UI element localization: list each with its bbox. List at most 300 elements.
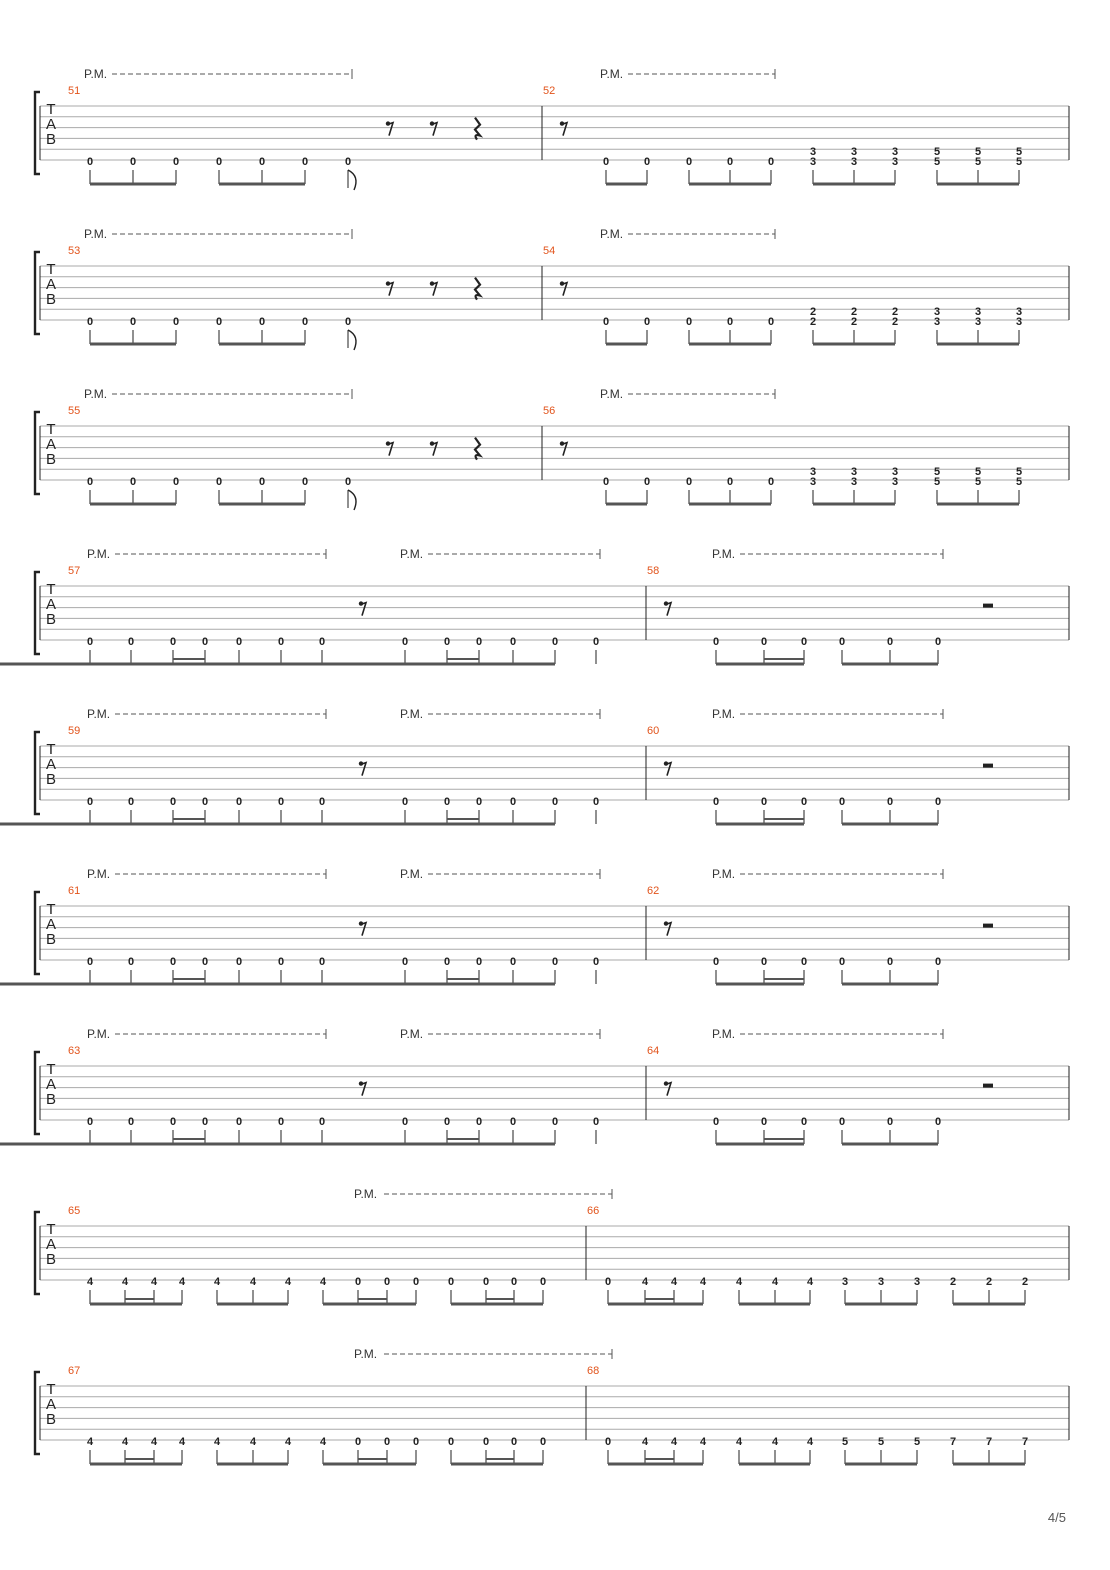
eighth-rest-stem — [360, 1083, 366, 1096]
fret-number: 0 — [344, 316, 352, 328]
system-bracket — [35, 412, 40, 494]
fret-number: 0 — [443, 796, 451, 808]
fret-number: 5 — [877, 1436, 885, 1448]
palm-mute-label: P.M. — [712, 1027, 736, 1041]
palm-mute-label: P.M. — [600, 387, 624, 401]
fret-number: 3 — [974, 316, 982, 328]
measure-number: 60 — [647, 725, 660, 737]
fret-number: 0 — [127, 956, 135, 968]
measure-number: 61 — [68, 885, 81, 897]
fret-number: 0 — [760, 796, 768, 808]
fret-number: 0 — [685, 316, 693, 328]
palm-mute-label: P.M. — [354, 1347, 378, 1361]
fret-number: 0 — [482, 1276, 490, 1288]
staff-system — [35, 67, 1069, 190]
fret-number: 0 — [383, 1436, 391, 1448]
note-flag — [348, 330, 356, 350]
fret-number: 0 — [169, 956, 177, 968]
eighth-rest-stem — [360, 603, 366, 616]
fret-number: 3 — [913, 1276, 921, 1288]
fret-number: 0 — [592, 796, 600, 808]
fret-number: 5 — [933, 476, 941, 488]
fret-number: 0 — [443, 636, 451, 648]
fret-number: 7 — [1021, 1436, 1029, 1448]
fret-number: 0 — [838, 956, 846, 968]
palm-mute-label: P.M. — [712, 547, 736, 561]
fret-number: 0 — [509, 1116, 517, 1128]
system-bracket — [35, 1372, 40, 1454]
fret-number: 4 — [699, 1436, 707, 1448]
measure-number: 65 — [68, 1205, 81, 1217]
fret-number: 2 — [1021, 1276, 1029, 1288]
fret-number: 0 — [86, 796, 94, 808]
fret-number: 3 — [877, 1276, 885, 1288]
fret-number: 0 — [443, 956, 451, 968]
fret-number: 4 — [319, 1436, 327, 1448]
fret-number: 0 — [86, 156, 94, 168]
fret-number: 0 — [127, 636, 135, 648]
fret-number: 0 — [767, 156, 775, 168]
system-bracket — [35, 1212, 40, 1294]
fret-number: 0 — [712, 956, 720, 968]
fret-number: 2 — [985, 1276, 993, 1288]
fret-number: 0 — [401, 956, 409, 968]
palm-mute-label: P.M. — [87, 867, 111, 881]
fret-number: 4 — [641, 1276, 649, 1288]
fret-number: 2 — [850, 306, 858, 318]
palm-mute-label: P.M. — [400, 867, 424, 881]
fret-number: 0 — [475, 796, 483, 808]
fret-number: 0 — [401, 796, 409, 808]
fret-number: 0 — [215, 156, 223, 168]
fret-number: 5 — [933, 466, 941, 478]
fret-number: 0 — [934, 636, 942, 648]
fret-number: 0 — [726, 156, 734, 168]
fret-number: 0 — [592, 636, 600, 648]
fret-number: 5 — [1015, 146, 1023, 158]
fret-number: 0 — [934, 1116, 942, 1128]
fret-number: 0 — [447, 1276, 455, 1288]
fret-number: 0 — [277, 956, 285, 968]
quarter-rest — [475, 118, 480, 140]
fret-number: 0 — [172, 156, 180, 168]
fret-number: 0 — [800, 636, 808, 648]
fret-number: 5 — [974, 146, 982, 158]
fret-number: 0 — [509, 796, 517, 808]
fret-number: 0 — [838, 1116, 846, 1128]
palm-mute-label: P.M. — [400, 547, 424, 561]
fret-number: 0 — [86, 1116, 94, 1128]
fret-number: 0 — [258, 156, 266, 168]
fret-number: 4 — [735, 1276, 743, 1288]
tab-clef-letter: B — [45, 1411, 57, 1428]
fret-number: 0 — [604, 1276, 612, 1288]
half-rest — [983, 764, 993, 768]
staff-system — [35, 387, 1069, 510]
fret-number: 4 — [771, 1436, 779, 1448]
fret-number: 5 — [974, 466, 982, 478]
fret-number: 7 — [985, 1436, 993, 1448]
fret-number: 0 — [602, 316, 610, 328]
fret-number: 4 — [735, 1436, 743, 1448]
fret-number: 0 — [235, 956, 243, 968]
fret-number: 0 — [602, 156, 610, 168]
fret-number: 0 — [886, 956, 894, 968]
fret-number: 4 — [150, 1436, 158, 1448]
fret-number: 3 — [933, 306, 941, 318]
fret-number: 0 — [767, 316, 775, 328]
fret-number: 2 — [891, 316, 899, 328]
fret-number: 3 — [841, 1276, 849, 1288]
note-flag — [348, 170, 356, 190]
fret-number: 4 — [806, 1276, 814, 1288]
fret-number: 0 — [767, 476, 775, 488]
fret-number: 0 — [539, 1436, 547, 1448]
fret-number: 0 — [86, 636, 94, 648]
fret-number: 4 — [806, 1436, 814, 1448]
palm-mute-label: P.M. — [84, 387, 108, 401]
staff-system — [35, 1187, 1069, 1304]
fret-number: 0 — [235, 1116, 243, 1128]
tab-clef-letter: T — [46, 421, 56, 438]
eighth-rest-stem — [387, 283, 393, 296]
fret-number: 0 — [277, 636, 285, 648]
fret-number: 0 — [201, 796, 209, 808]
staff-system — [0, 547, 1069, 664]
staff-system — [35, 1347, 1069, 1464]
fret-number: 4 — [249, 1436, 257, 1448]
fret-number: 5 — [1015, 476, 1023, 488]
tab-clef-letter: A — [45, 596, 57, 613]
tab-clef-letter: B — [45, 1091, 57, 1108]
fret-number: 0 — [172, 316, 180, 328]
fret-number: 0 — [800, 1116, 808, 1128]
staff-system — [0, 707, 1069, 824]
fret-number: 0 — [475, 636, 483, 648]
fret-number: 3 — [850, 476, 858, 488]
palm-mute-label: P.M. — [87, 547, 111, 561]
fret-number: 0 — [277, 1116, 285, 1128]
fret-number: 2 — [949, 1276, 957, 1288]
fret-number: 4 — [699, 1276, 707, 1288]
eighth-rest-stem — [561, 123, 567, 136]
fret-number: 0 — [354, 1276, 362, 1288]
fret-number: 0 — [934, 796, 942, 808]
eighth-rest-stem — [431, 283, 437, 296]
fret-number: 4 — [284, 1276, 292, 1288]
eighth-rest-stem — [561, 283, 567, 296]
staff-system — [0, 1027, 1069, 1144]
tab-clef-letter: A — [45, 436, 57, 453]
palm-mute-label: P.M. — [84, 67, 108, 81]
staff-system — [0, 867, 1069, 984]
fret-number: 0 — [726, 476, 734, 488]
fret-number: 0 — [712, 1116, 720, 1128]
fret-number: 0 — [886, 636, 894, 648]
fret-number: 0 — [475, 1116, 483, 1128]
fret-number: 4 — [771, 1276, 779, 1288]
fret-number: 3 — [809, 146, 817, 158]
measure-number: 52 — [543, 85, 556, 97]
fret-number: 4 — [86, 1276, 94, 1288]
fret-number: 0 — [201, 956, 209, 968]
eighth-rest-stem — [387, 123, 393, 136]
fret-number: 0 — [760, 956, 768, 968]
tab-clef-letter: B — [45, 771, 57, 788]
measure-number: 67 — [68, 1365, 81, 1377]
fret-number: 5 — [974, 476, 982, 488]
fret-number: 0 — [169, 1116, 177, 1128]
measure-number: 63 — [68, 1045, 81, 1057]
fret-number: 3 — [891, 146, 899, 158]
fret-number: 3 — [850, 146, 858, 158]
fret-number: 0 — [760, 1116, 768, 1128]
system-bracket — [35, 92, 40, 174]
fret-number: 0 — [86, 956, 94, 968]
quarter-rest — [475, 278, 480, 300]
fret-number: 4 — [213, 1276, 221, 1288]
fret-number: 4 — [284, 1436, 292, 1448]
fret-number: 0 — [539, 1276, 547, 1288]
half-rest — [983, 924, 993, 928]
fret-number: 0 — [318, 796, 326, 808]
fret-number: 0 — [344, 156, 352, 168]
fret-number: 0 — [934, 956, 942, 968]
fret-number: 0 — [301, 316, 309, 328]
fret-number: 0 — [412, 1276, 420, 1288]
tab-clef-letter: B — [45, 931, 57, 948]
fret-number: 0 — [127, 796, 135, 808]
fret-number: 0 — [838, 636, 846, 648]
eighth-rest-stem — [431, 443, 437, 456]
fret-number: 0 — [643, 316, 651, 328]
fret-number: 0 — [482, 1436, 490, 1448]
fret-number: 2 — [891, 306, 899, 318]
fret-number: 5 — [1015, 466, 1023, 478]
fret-number: 3 — [891, 156, 899, 168]
fret-number: 3 — [809, 466, 817, 478]
fret-number: 0 — [301, 476, 309, 488]
measure-number: 51 — [68, 85, 81, 97]
measure-number: 57 — [68, 565, 81, 577]
fret-number: 5 — [933, 146, 941, 158]
fret-number: 3 — [809, 156, 817, 168]
measure-number: 56 — [543, 405, 556, 417]
fret-number: 5 — [974, 156, 982, 168]
palm-mute-label: P.M. — [400, 1027, 424, 1041]
tab-clef-letter: A — [45, 916, 57, 933]
fret-number: 0 — [169, 796, 177, 808]
fret-number: 2 — [809, 316, 817, 328]
fret-number: 0 — [510, 1276, 518, 1288]
tab-clef-letter: A — [45, 1076, 57, 1093]
fret-number: 3 — [1015, 316, 1023, 328]
staff-system — [35, 227, 1069, 350]
fret-number: 0 — [201, 1116, 209, 1128]
palm-mute-label: P.M. — [87, 707, 111, 721]
fret-number: 0 — [886, 1116, 894, 1128]
eighth-rest-stem — [561, 443, 567, 456]
fret-number: 0 — [604, 1436, 612, 1448]
fret-number: 0 — [551, 956, 559, 968]
fret-number: 4 — [121, 1436, 129, 1448]
fret-number: 0 — [344, 476, 352, 488]
tab-clef-letter: B — [45, 611, 57, 628]
measure-number: 53 — [68, 245, 81, 257]
fret-number: 4 — [178, 1276, 186, 1288]
fret-number: 0 — [726, 316, 734, 328]
tab-clef-letter: A — [45, 1236, 57, 1253]
fret-number: 0 — [838, 796, 846, 808]
fret-number: 2 — [809, 306, 817, 318]
measure-number: 59 — [68, 725, 81, 737]
fret-number: 0 — [172, 476, 180, 488]
fret-number: 4 — [249, 1276, 257, 1288]
eighth-rest-stem — [360, 763, 366, 776]
quarter-rest — [475, 438, 480, 460]
fret-number: 0 — [169, 636, 177, 648]
fret-number: 0 — [412, 1436, 420, 1448]
fret-number: 0 — [592, 956, 600, 968]
tab-clef-letter: T — [46, 901, 56, 918]
eighth-rest-stem — [431, 123, 437, 136]
fret-number: 5 — [841, 1436, 849, 1448]
eighth-rest-stem — [665, 763, 671, 776]
tab-clef-letter: T — [46, 261, 56, 278]
tab-clef-letter: T — [46, 581, 56, 598]
fret-number: 0 — [443, 1116, 451, 1128]
fret-number: 5 — [933, 156, 941, 168]
fret-number: 3 — [809, 476, 817, 488]
tab-clef-letter: B — [45, 291, 57, 308]
eighth-rest-stem — [665, 603, 671, 616]
fret-number: 0 — [760, 636, 768, 648]
fret-number: 4 — [670, 1436, 678, 1448]
fret-number: 7 — [949, 1436, 957, 1448]
fret-number: 0 — [886, 796, 894, 808]
fret-number: 0 — [318, 956, 326, 968]
fret-number: 0 — [258, 316, 266, 328]
palm-mute-label: P.M. — [354, 1187, 378, 1201]
fret-number: 5 — [1015, 156, 1023, 168]
fret-number: 0 — [509, 636, 517, 648]
tab-clef-letter: T — [46, 1221, 56, 1238]
tab-clef-letter: A — [45, 116, 57, 133]
fret-number: 3 — [974, 306, 982, 318]
fret-number: 0 — [215, 476, 223, 488]
fret-number: 4 — [121, 1276, 129, 1288]
fret-number: 0 — [712, 636, 720, 648]
eighth-rest-stem — [360, 923, 366, 936]
tab-clef-letter: A — [45, 756, 57, 773]
tab-clef-letter: T — [46, 1061, 56, 1078]
fret-number: 3 — [1015, 306, 1023, 318]
palm-mute-label: P.M. — [712, 867, 736, 881]
fret-number: 3 — [850, 466, 858, 478]
fret-number: 0 — [258, 476, 266, 488]
fret-number: 4 — [670, 1276, 678, 1288]
fret-number: 3 — [891, 466, 899, 478]
fret-number: 0 — [235, 636, 243, 648]
eighth-rest-stem — [665, 923, 671, 936]
measure-number: 68 — [587, 1365, 600, 1377]
page-number: 4/5 — [1047, 1510, 1066, 1525]
fret-number: 4 — [319, 1276, 327, 1288]
fret-number: 3 — [933, 316, 941, 328]
system-bracket — [35, 892, 40, 974]
fret-number: 0 — [318, 1116, 326, 1128]
fret-number: 0 — [129, 156, 137, 168]
fret-number: 0 — [127, 1116, 135, 1128]
measure-number: 62 — [647, 885, 660, 897]
fret-number: 0 — [602, 476, 610, 488]
fret-number: 0 — [86, 316, 94, 328]
tab-clef-letter: T — [46, 1381, 56, 1398]
fret-number: 0 — [643, 476, 651, 488]
palm-mute-label: P.M. — [600, 227, 624, 241]
fret-number: 0 — [510, 1436, 518, 1448]
fret-number: 2 — [850, 316, 858, 328]
fret-number: 3 — [850, 156, 858, 168]
tab-clef-letter: T — [46, 741, 56, 758]
fret-number: 0 — [277, 796, 285, 808]
measure-number: 55 — [68, 405, 81, 417]
tab-clef-letter: B — [45, 131, 57, 148]
fret-number: 0 — [475, 956, 483, 968]
system-bracket — [35, 1052, 40, 1134]
system-bracket — [35, 572, 40, 654]
fret-number: 0 — [354, 1436, 362, 1448]
measure-number: 64 — [647, 1045, 660, 1057]
fret-number: 4 — [86, 1436, 94, 1448]
fret-number: 4 — [641, 1436, 649, 1448]
fret-number: 0 — [129, 316, 137, 328]
fret-number: 0 — [401, 636, 409, 648]
fret-number: 0 — [712, 796, 720, 808]
fret-number: 0 — [551, 636, 559, 648]
fret-number: 0 — [685, 476, 693, 488]
fret-number: 4 — [178, 1436, 186, 1448]
fret-number: 0 — [800, 796, 808, 808]
measure-number: 66 — [587, 1205, 600, 1217]
eighth-rest-stem — [387, 443, 393, 456]
fret-number: 0 — [215, 316, 223, 328]
tab-clef-letter: B — [45, 451, 57, 468]
half-rest — [983, 604, 993, 608]
fret-number: 0 — [201, 636, 209, 648]
fret-number: 5 — [913, 1436, 921, 1448]
fret-number: 0 — [401, 1116, 409, 1128]
fret-number: 0 — [129, 476, 137, 488]
fret-number: 4 — [150, 1276, 158, 1288]
fret-number: 0 — [235, 796, 243, 808]
half-rest — [983, 1084, 993, 1088]
fret-number: 0 — [592, 1116, 600, 1128]
palm-mute-label: P.M. — [84, 227, 108, 241]
tab-clef-letter: A — [45, 276, 57, 293]
fret-number: 3 — [891, 476, 899, 488]
fret-number: 0 — [86, 476, 94, 488]
palm-mute-label: P.M. — [712, 707, 736, 721]
fret-number: 0 — [800, 956, 808, 968]
fret-number: 0 — [383, 1276, 391, 1288]
palm-mute-label: P.M. — [400, 707, 424, 721]
tab-clef-letter: T — [46, 101, 56, 118]
fret-number: 0 — [301, 156, 309, 168]
fret-number: 0 — [509, 956, 517, 968]
fret-number: 4 — [213, 1436, 221, 1448]
fret-number: 0 — [318, 636, 326, 648]
